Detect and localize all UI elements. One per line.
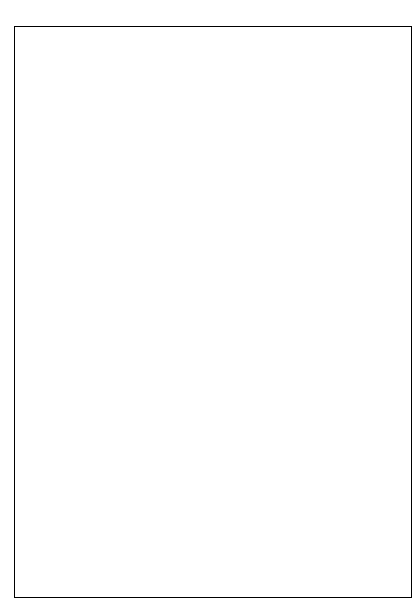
schedule-table <box>14 26 412 598</box>
